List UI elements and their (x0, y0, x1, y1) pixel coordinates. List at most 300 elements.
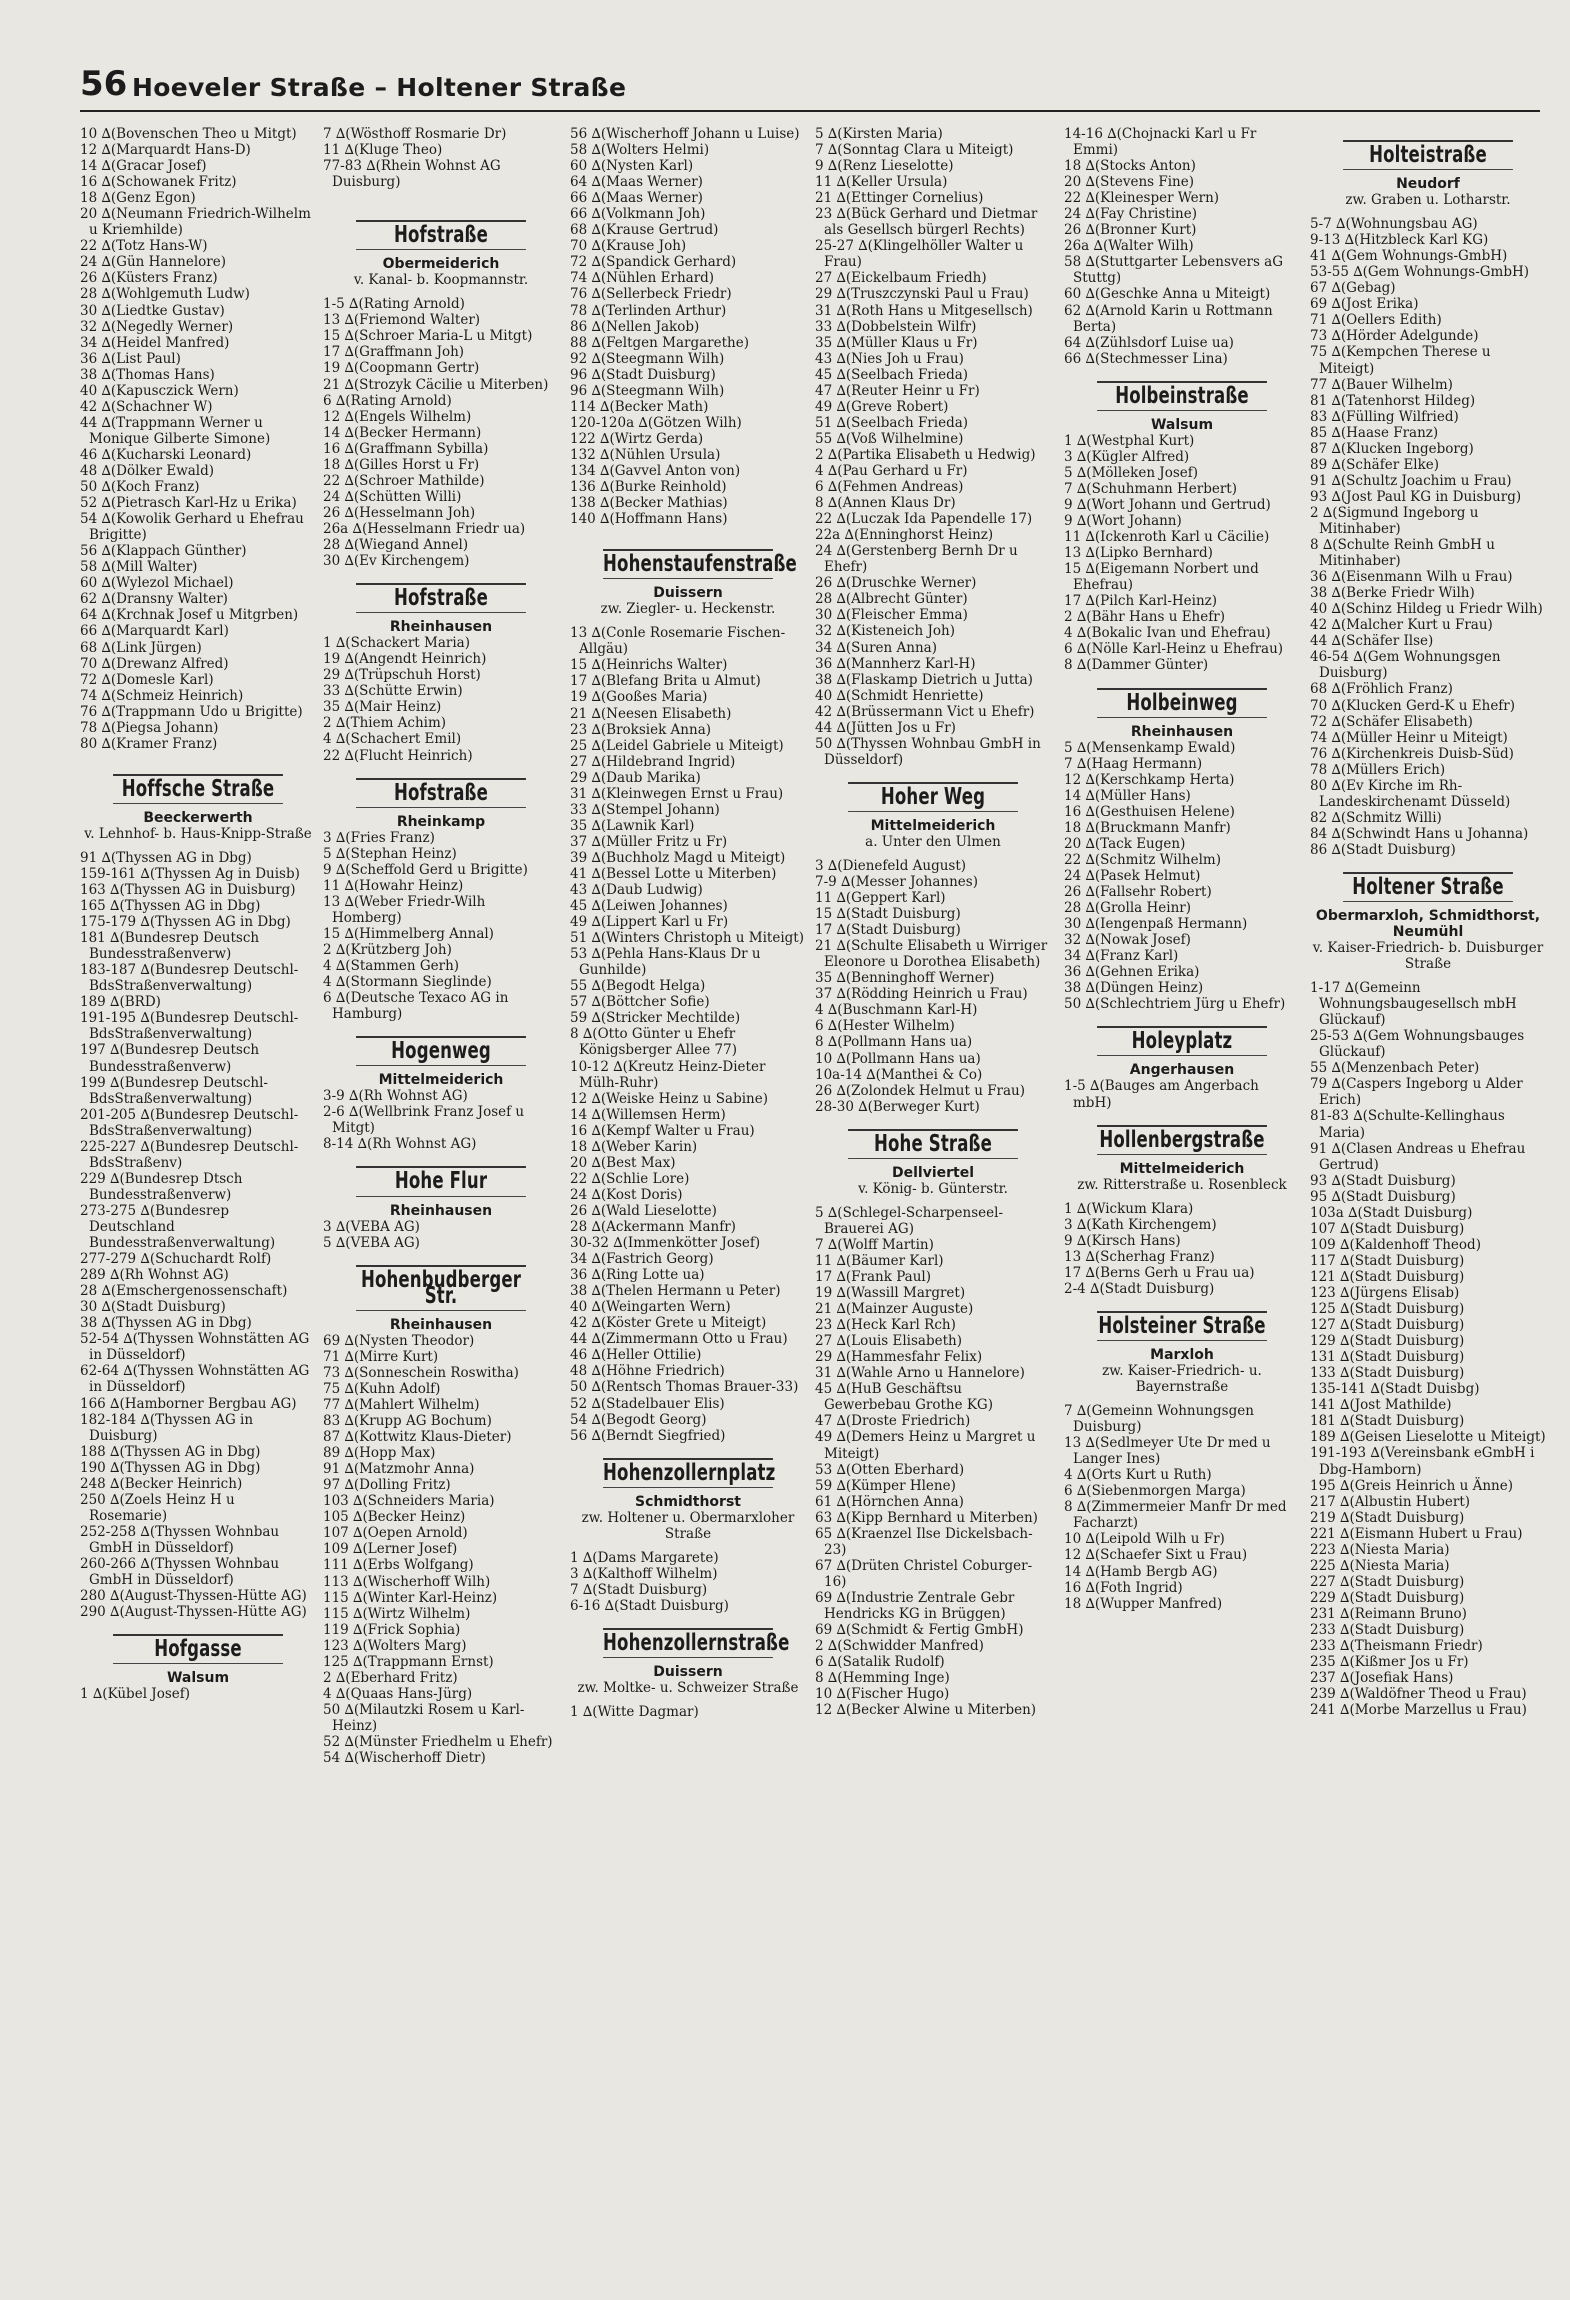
district-name: Walsum (166, 1670, 230, 1687)
street-heading: Hofstraße (356, 583, 526, 613)
address-entry: 10 ∆(Leipold Wilh u Fr) (1064, 1531, 1225, 1548)
address-entry: 35 ∆(Lawnik Karl) (570, 817, 695, 834)
address-entry: 77-83 ∆(Rhein Wohnst AG Duisburg) (323, 158, 501, 191)
address-entry: 51 ∆(Seelbach Frieda) (815, 414, 969, 431)
address-entry: 11 ∆(Kluge Theo) (323, 142, 443, 159)
address-entry: 18 ∆(Weber Karin) (570, 1138, 698, 1155)
address-entry: 10 ∆(Fischer Hugo) (815, 1686, 950, 1703)
address-entry: 92 ∆(Steegmann Wilh) (570, 350, 725, 367)
address-entry: 74 ∆(Schmeiz Heinrich) (80, 687, 244, 704)
address-entry: 66 ∆(Maas Werner) (570, 190, 703, 207)
district-name: Rheinhausen (389, 619, 493, 636)
address-entry: 52 ∆(Münster Friedhelm u Ehefr) (323, 1733, 553, 1750)
address-entry: 64 ∆(Krchnak Josef u Mitgrben) (80, 607, 299, 624)
address-entry: 48 ∆(Höhne Friedrich) (570, 1363, 725, 1380)
address-entry: 7 ∆(Haag Hermann) (1064, 755, 1203, 772)
address-entry: 46 ∆(Kucharski Leonard) (80, 446, 252, 463)
address-entry: 5 ∆(Mölleken Josef) (1064, 464, 1199, 481)
address-entry: 182-184 ∆(Thyssen AG in Duisburg) (80, 1411, 254, 1444)
address-entry: 21 ∆(Neesen Elisabeth) (570, 705, 732, 722)
address-entry: 81-83 ∆(Schulte-Kellinghaus Maria) (1310, 1108, 1505, 1141)
address-entry: 69 ∆(Schmidt & Fertig GmbH) (815, 1622, 1024, 1639)
address-entry: 55 ∆(Voß Wilhelmine) (815, 430, 964, 447)
street-section: zw. Moltke- u. Schweizer Straße (577, 1680, 799, 1697)
address-entry: 16 ∆(Gesthuisen Helene) (1064, 803, 1235, 820)
address-entry: 74 ∆(Nühlen Erhard) (570, 270, 715, 287)
spacer (323, 190, 559, 198)
address-entry: 36 ∆(Mannherz Karl-H) (815, 655, 976, 672)
address-entry: 103a ∆(Stadt Duisburg) (1310, 1204, 1473, 1221)
district-name: Duissern (653, 1663, 723, 1680)
address-entry: 52-54 ∆(Thyssen Wohnstätten AG in Düsseldorf) (80, 1331, 310, 1364)
address-entry: 26 ∆(Bronner Kurt) (1064, 222, 1197, 239)
address-entry: 49 ∆(Greve Robert) (815, 398, 949, 415)
district-name: Duissern (653, 585, 723, 602)
address-entry: 252-258 ∆(Thyssen Wohnbau GmbH in Düsseldorf) (80, 1523, 280, 1556)
address-entry: 103 ∆(Schneiders Maria) (323, 1493, 495, 1510)
address-entry: 290 ∆(August-Thyssen-Hütte AG) (80, 1604, 307, 1621)
address-entry: 231 ∆(Reimann Bruno) (1310, 1605, 1467, 1622)
address-entry: 19 ∆(Coopmann Gertr) (323, 360, 480, 377)
address-entry: 33 ∆(Dobbelstein Wilfr) (815, 318, 977, 335)
address-entry: 80 ∆(Kramer Franz) (80, 735, 218, 752)
address-entry: 42 ∆(Schachner W) (80, 398, 213, 415)
address-entry: 53 ∆(Pehla Hans-Klaus Dr u Gunhilde) (570, 946, 761, 979)
address-entry: 6 ∆(Nölle Karl-Heinz u Ehefrau) (1064, 641, 1284, 658)
street-heading: Hogenweg (356, 1036, 526, 1066)
address-entry: 60 ∆(Geschke Anna u Miteigt) (1064, 286, 1271, 303)
street-section: zw. Kaiser-Friedrich- u. Bayernstraße (1102, 1363, 1262, 1396)
address-entry: 40 ∆(Kapusczick Wern) (80, 382, 239, 399)
address-entry: 16 ∆(Graffmann Sybilla) (323, 440, 489, 457)
street-heading: Holtener Straße (1343, 872, 1513, 902)
address-entry: 237 ∆(Josefiak Hans) (1310, 1670, 1454, 1687)
address-entry: 24 ∆(Gerstenberg Bernh Dr u Ehefr) (815, 543, 1018, 576)
street-heading: Hohenzollernplatz (603, 1458, 773, 1488)
district-name: Marxloh (1150, 1347, 1214, 1363)
address-entry: 13 ∆(Friemond Walter) (323, 312, 481, 329)
address-entry: 43 ∆(Nies Joh u Frau) (815, 350, 964, 367)
address-entry: 25-27 ∆(Klingelhöller Walter u Frau) (815, 238, 1024, 271)
directory-column-3 (570, 126, 806, 1720)
address-entry: 141 ∆(Jost Mathilde) (1310, 1397, 1452, 1414)
address-entry: 235 ∆(Kißmer Jos u Fr) (1310, 1654, 1469, 1671)
address-entry: 29 ∆(Daub Marika) (570, 769, 701, 786)
address-entry: 52 ∆(Pietrasch Karl-Hz u Erika) (80, 495, 297, 512)
address-entry: 24 ∆(Schütten Willi) (323, 488, 462, 505)
address-entry: 2-6 ∆(Wellbrink Franz Josef u Mitgt) (323, 1104, 525, 1137)
address-entry: 93 ∆(Jost Paul KG in Duisburg) (1310, 488, 1522, 505)
address-entry: 77 ∆(Bauer Wilhelm) (1310, 376, 1453, 393)
address-entry: 11 ∆(Bäumer Karl) (815, 1252, 944, 1269)
address-entry: 22 ∆(Flucht Heinrich) (323, 747, 473, 764)
address-entry: 277-279 ∆(Schuchardt Rolf) (80, 1251, 272, 1268)
address-entry: 7 ∆(Wösthoff Rosmarie Dr) (323, 126, 507, 142)
address-entry: 1 ∆(Schackert Maria) (323, 635, 470, 652)
address-entry: 12 ∆(Schaefer Sixt u Frau) (1064, 1547, 1248, 1564)
address-entry: 3 ∆(Kügler Alfred) (1064, 448, 1190, 465)
address-entry: 9 ∆(Renz Lieselotte) (815, 158, 954, 175)
address-entry: 22 ∆(Kleinesper Wern) (1064, 190, 1220, 207)
address-entry: 22a ∆(Enninghorst Heinz) (815, 527, 994, 544)
address-entry: 1 ∆(Witte Dagmar) (570, 1704, 699, 1721)
street-heading: Hohenzollernstraße (603, 1628, 773, 1658)
address-entry: 8-14 ∆(Rh Wohnst AG) (323, 1136, 477, 1153)
address-entry: 8 ∆(Dammer Günter) (1064, 657, 1209, 674)
address-entry: 10 ∆(Bovenschen Theo u Mitgt) (80, 126, 297, 142)
address-entry: 1-17 ∆(Gemeinn Wohnungsbaugesellsch mbH Glückauf) (1310, 980, 1517, 1029)
address-entry: 50 ∆(Thyssen Wohnbau GmbH in Düsseldorf) (815, 735, 1041, 768)
street-section: v. Kaiser-Friedrich- b. Duisburger Straße (1312, 940, 1544, 973)
address-entry: 62 ∆(Arnold Karin u Rottmann Berta) (1064, 302, 1273, 335)
address-entry: 56 ∆(Wischerhoff Johann u Luise) (570, 126, 800, 142)
address-entry: 189 ∆(Geisen Lieselotte u Miteigt) (1310, 1429, 1546, 1446)
street-heading: Hollenbergstraße (1097, 1125, 1267, 1155)
address-entry: 82 ∆(Schmitz Willi) (1310, 809, 1442, 826)
address-entry: 22 ∆(Schroer Mathilde) (323, 472, 485, 489)
address-entry: 44 ∆(Zimmermann Otto u Frau) (570, 1331, 788, 1348)
address-entry: 233 ∆(Stadt Duisburg) (1310, 1621, 1465, 1638)
address-entry: 9 ∆(Kirsch Hans) (1064, 1232, 1181, 1249)
address-entry: 46-54 ∆(Gem Wohnungsgen Duisburg) (1310, 649, 1501, 682)
address-entry: 36 ∆(List Paul) (80, 350, 181, 367)
address-entry: 81 ∆(Tatenhorst Hildeg) (1310, 392, 1476, 409)
address-entry: 67 ∆(Gebag) (1310, 280, 1396, 297)
address-entry: 4 ∆(Stormann Sieglinde) (323, 974, 492, 991)
street-heading: Hofstraße (356, 778, 526, 808)
address-entry: 13 ∆(Weber Friedr-Wilh Homberg) (323, 893, 486, 926)
district-name: Angerhausen (1129, 1062, 1235, 1079)
address-entry: 62 ∆(Dransny Walter) (80, 591, 228, 608)
address-entry: 24 ∆(Kost Doris) (570, 1186, 683, 1203)
address-entry: 28 ∆(Emschergenossenschaft) (80, 1283, 288, 1300)
address-entry: 18 ∆(Genz Egon) (80, 190, 196, 207)
address-entry: 50 ∆(Milautzki Rosem u Karl-Heinz) (323, 1701, 525, 1734)
directory-column-5 (1064, 126, 1300, 1612)
address-entry: 68 ∆(Krause Gertrud) (570, 222, 719, 239)
address-entry: 49 ∆(Lippert Karl u Fr) (570, 914, 729, 931)
address-entry: 195 ∆(Greis Heinrich u Änne) (1310, 1477, 1513, 1494)
address-entry: 115 ∆(Winter Karl-Heinz) (323, 1589, 498, 1606)
address-entry: 26 ∆(Küsters Franz) (80, 270, 218, 287)
address-entry: 27 ∆(Hildebrand Ingrid) (570, 753, 736, 770)
address-entry: 20 ∆(Tack Eugen) (1064, 835, 1186, 852)
address-entry: 53-55 ∆(Gem Wohnungs-GmbH) (1310, 264, 1530, 281)
address-entry: 6 ∆(Siebenmorgen Marga) (1064, 1483, 1246, 1500)
address-entry: 67 ∆(Drüten Christel Coburger-16) (815, 1557, 1033, 1590)
address-entry: 29 ∆(Trüpschuh Horst) (323, 667, 481, 684)
address-entry: 69 ∆(Nysten Theodor) (323, 1332, 475, 1349)
district-name: Obermeiderich (382, 256, 500, 273)
address-entry: 29 ∆(Hammesfahr Felix) (815, 1349, 983, 1366)
address-entry: 30 ∆(Fleischer Emma) (815, 607, 968, 624)
address-entry: 35 ∆(Mair Heinz) (323, 699, 442, 716)
address-entry: 260-266 ∆(Thyssen Wohnbau GmbH in Düsseldorf) (80, 1555, 280, 1589)
address-entry: 138 ∆(Becker Mathias) (570, 495, 728, 512)
street-heading: Hohenbudberger Str. (356, 1265, 526, 1311)
address-entry: 225-227 ∆(Bundesrep Deutschl-BdsStraßenv) (80, 1138, 299, 1171)
address-entry: 14 ∆(Gracar Josef) (80, 158, 207, 175)
address-entry: 15 ∆(Heinrichs Walter) (570, 657, 728, 674)
address-entry: 1-5 ∆(Rating Arnold) (323, 296, 465, 313)
address-entry: 59 ∆(Kümper Hlene) (815, 1477, 956, 1494)
address-entry: 197 ∆(Bundesrep Deutsch Bundesstraßenverw) (80, 1042, 260, 1075)
address-entry: 8 ∆(Hemming Inge) (815, 1670, 950, 1687)
address-entry: 5 ∆(Mensenkamp Ewald) (1064, 739, 1236, 756)
address-entry: 26 ∆(Hesselmann Joh) (323, 504, 476, 521)
address-entry: 85 ∆(Haase Franz) (1310, 424, 1439, 441)
address-entry: 23 ∆(Broksiek Anna) (570, 721, 712, 738)
address-entry: 42 ∆(Brüssermann Vict u Ehefr) (815, 703, 1035, 720)
address-entry: 7 ∆(Wolff Martin) (815, 1236, 934, 1253)
address-entry: 201-205 ∆(Bundesrep Deutschl-BdsStraßenverwaltung) (80, 1106, 299, 1139)
address-entry: 60 ∆(Nysten Karl) (570, 158, 694, 175)
address-entry: 129 ∆(Stadt Duisburg) (1310, 1333, 1465, 1350)
address-entry: 47 ∆(Droste Friedrich) (815, 1413, 971, 1430)
address-entry: 227 ∆(Stadt Duisburg) (1310, 1573, 1465, 1590)
address-entry: 53 ∆(Otten Eberhard) (815, 1461, 965, 1478)
street-section: zw. Holtener u. Obermarxloher Straße (581, 1509, 795, 1542)
address-entry: 18 ∆(Bruckmann Manfr) (1064, 819, 1231, 836)
address-entry: 121 ∆(Stadt Duisburg) (1310, 1268, 1465, 1285)
address-entry: 30 ∆(Liedtke Gustav) (80, 302, 225, 319)
address-entry: 42 ∆(Köster Grete u Miteigt) (570, 1315, 767, 1332)
address-entry: 55 ∆(Menzenbach Peter) (1310, 1060, 1480, 1077)
address-entry: 120-120a ∆(Götzen Wilh) (570, 414, 742, 431)
address-entry: 66 ∆(Volkmann Joh) (570, 206, 706, 223)
address-entry: 71 ∆(Mirre Kurt) (323, 1348, 439, 1365)
address-entry: 80 ∆(Ev Kirche im Rh-Landeskirchenamt Düsseld) (1310, 777, 1511, 810)
street-section: v. Kanal- b. Koopmannstr. (353, 272, 529, 289)
address-entry: 70 ∆(Drewanz Alfred) (80, 655, 229, 672)
address-entry: 109 ∆(Lerner Josef) (323, 1541, 458, 1558)
address-entry: 15 ∆(Eigemann Norbert und Ehefrau) (1064, 561, 1259, 594)
address-entry: 26a ∆(Walter Wilh) (1064, 238, 1194, 255)
page-header (80, 64, 1540, 112)
address-entry: 8 ∆(Otto Günter u Ehefr Königsberger Allee 77) (570, 1026, 737, 1059)
address-entry: 72 ∆(Spandick Gerhard) (570, 254, 737, 271)
address-entry: 50 ∆(Rentsch Thomas Brauer-33) (570, 1379, 799, 1396)
address-entry: 30 ∆(Iengenpaß Hermann) (1064, 916, 1248, 933)
address-entry: 107 ∆(Stadt Duisburg) (1310, 1220, 1465, 1237)
address-entry: 37 ∆(Rödding Heinrich u Frau) (815, 986, 1028, 1003)
street-heading: Holteistraße (1343, 140, 1513, 170)
address-entry: 34 ∆(Franz Karl) (1064, 948, 1179, 965)
district-name: Rheinhausen (1130, 723, 1234, 740)
address-entry: 39 ∆(Buchholz Magd u Miteigt) (570, 849, 786, 866)
address-entry: 91 ∆(Clasen Andreas u Ehefrau Gertrud) (1310, 1140, 1526, 1173)
address-entry: 19 ∆(Angendt Heinrich) (323, 651, 487, 668)
address-entry: 89 ∆(Schäfer Elke) (1310, 456, 1440, 473)
address-entry: 20 ∆(Best Max) (570, 1154, 676, 1171)
address-entry: 23 ∆(Bück Gerhard und Dietmar als Gesellsch bürgerl Rechts) (815, 206, 1038, 239)
address-entry: 96 ∆(Steegmann Wilh) (570, 382, 725, 399)
district-name: Mittelmeiderich (378, 1072, 504, 1089)
address-entry: 21 ∆(Schulte Elisabeth u Wirriger Eleonore u Dorothea Elisabeth) (815, 938, 1048, 971)
address-entry: 56 ∆(Klappach Günther) (80, 543, 247, 560)
address-entry: 221 ∆(Eismann Hubert u Frau) (1310, 1525, 1523, 1542)
address-entry: 225 ∆(Niesta Maria) (1310, 1557, 1450, 1574)
address-entry: 19 ∆(Gooßes Maria) (570, 689, 708, 706)
address-entry: 115 ∆(Wirtz Wilhelm) (323, 1605, 471, 1622)
address-entry: 95 ∆(Stadt Duisburg) (1310, 1188, 1456, 1205)
address-entry: 12 ∆(Engels Wilhelm) (323, 408, 472, 425)
address-entry: 280 ∆(August-Thyssen-Hütte AG) (80, 1588, 307, 1605)
address-entry: 2 ∆(Partika Elisabeth u Hedwig) (815, 446, 1036, 463)
address-entry: 15 ∆(Schroer Maria-L u Mitgt) (323, 328, 533, 345)
address-entry: 38 ∆(Thomas Hans) (80, 366, 215, 383)
address-entry: 191-193 ∆(Vereinsbank eGmbH i Dbg-Hamborn) (1310, 1445, 1535, 1478)
address-entry: 38 ∆(Flaskamp Dietrich u Jutta) (815, 671, 1033, 688)
street-heading: Hohe Straße (848, 1129, 1018, 1159)
address-entry: 34 ∆(Heidel Manfred) (80, 334, 230, 351)
address-entry: 6 ∆(Fehmen Andreas) (815, 479, 964, 496)
street-section: zw. Graben u. Lotharstr. (1345, 192, 1511, 209)
address-entry: 44 ∆(Jütten Jos u Fr) (815, 719, 956, 736)
address-entry: 3 ∆(VEBA AG) (323, 1218, 420, 1235)
district-name: Dellviertel (891, 1164, 975, 1181)
address-entry: 61 ∆(Hörnchen Anna) (815, 1493, 964, 1510)
spacer (323, 198, 559, 206)
address-entry: 1 ∆(Dams Margarete) (570, 1549, 719, 1566)
address-entry: 34 ∆(Fastrich Georg) (570, 1251, 714, 1268)
address-entry: 73 ∆(Sonneschein Roswitha) (323, 1364, 519, 1381)
address-entry: 20 ∆(Neumann Friedrich-Wilhelm u Kriemhilde) (80, 206, 311, 239)
address-entry: 68 ∆(Fröhlich Franz) (1310, 681, 1453, 698)
address-entry: 175-179 ∆(Thyssen AG in Dbg) (80, 914, 291, 931)
address-entry: 2 ∆(Bähr Hans u Ehefr) (1064, 609, 1225, 626)
address-entry: 40 ∆(Weingarten Wern) (570, 1299, 731, 1316)
address-entry: 109 ∆(Kaldenhoff Theod) (1310, 1236, 1481, 1253)
address-entry: 74 ∆(Müller Heinr u Miteigt) (1310, 729, 1508, 746)
address-entry: 33 ∆(Stempel Johann) (570, 801, 720, 818)
street-section: zw. Ziegler- u. Heckenstr. (600, 601, 776, 618)
street-section: v. Lehnhof- b. Haus-Knipp-Straße (84, 825, 312, 842)
address-entry: 16 ∆(Kempf Walter u Frau) (570, 1122, 755, 1139)
address-entry: 91 ∆(Schultz Joachim u Frau) (1310, 472, 1512, 489)
address-entry: 72 ∆(Domesle Karl) (80, 671, 214, 688)
district-name: Obermarxloh, Schmidthorst, Neumühl (1315, 908, 1541, 941)
address-entry: 38 ∆(Thyssen AG in Dbg) (80, 1315, 252, 1332)
address-entry: 22 ∆(Schlie Lore) (570, 1170, 690, 1187)
district-name: Schmidthorst (635, 1493, 741, 1510)
address-entry: 60 ∆(Wylezol Michael) (80, 575, 234, 592)
district-name: Rheinkamp (396, 813, 486, 830)
address-entry: 6 ∆(Hester Wilhelm) (815, 1018, 955, 1035)
address-entry: 78 ∆(Terlinden Arthur) (570, 302, 727, 319)
district-name: Walsum (1150, 416, 1214, 433)
address-entry: 13 ∆(Conle Rosemarie Fischen-Allgäu) (570, 625, 786, 658)
district-name: Rheinhausen (389, 1316, 493, 1333)
address-entry: 45 ∆(Leiwen Johannes) (570, 898, 728, 915)
address-entry: 217 ∆(Albustin Hubert) (1310, 1493, 1471, 1510)
address-entry: 13 ∆(Sedlmeyer Ute Dr med u Langer Ines) (1064, 1435, 1271, 1468)
address-entry: 24 ∆(Fay Christine) (1064, 206, 1197, 223)
address-entry: 127 ∆(Stadt Duisburg) (1310, 1317, 1465, 1334)
address-entry: 125 ∆(Stadt Duisburg) (1310, 1301, 1465, 1318)
address-entry: 17 ∆(Stadt Duisburg) (815, 922, 961, 939)
address-entry: 2 ∆(Sigmund Ingeborg u Mitinhaber) (1310, 504, 1479, 537)
address-entry: 38 ∆(Thelen Hermann u Peter) (570, 1283, 781, 1300)
address-entry: 29 ∆(Truszczynski Paul u Frau) (815, 286, 1029, 303)
address-entry: 17 ∆(Graffmann Joh) (323, 344, 465, 361)
address-entry: 229 ∆(Bundesrep Dtsch Bundesstraßenverw) (80, 1170, 243, 1203)
address-entry: 181 ∆(Stadt Duisburg) (1310, 1413, 1465, 1430)
address-entry: 77 ∆(Mahlert Wilhelm) (323, 1397, 480, 1413)
address-entry: 50 ∆(Koch Franz) (80, 479, 200, 496)
address-entry: 37 ∆(Müller Fritz u Fr) (570, 833, 728, 850)
address-entry: 14 ∆(Becker Hermann) (323, 424, 482, 441)
address-entry: 40 ∆(Schinz Hildeg u Friedr Wilh) (1310, 601, 1543, 618)
address-entry: 3 ∆(Kath Kirchengem) (1064, 1216, 1217, 1233)
address-entry: 69 ∆(Jost Erika) (1310, 296, 1419, 313)
address-entry: 41 ∆(Bessel Lotte u Miterben) (570, 865, 777, 882)
address-entry: 64 ∆(Maas Werner) (570, 174, 703, 191)
address-entry: 1 ∆(Wickum Klara) (1064, 1200, 1194, 1217)
address-entry: 84 ∆(Schwindt Hans u Johanna) (1310, 825, 1529, 842)
address-entry: 79 ∆(Caspers Ingeborg u Alder Erich) (1310, 1076, 1523, 1109)
street-heading: Hofstraße (356, 220, 526, 250)
address-entry: 248 ∆(Becker Heinrich) (80, 1475, 243, 1492)
address-entry: 32 ∆(Kisteneich Joh) (815, 623, 955, 640)
address-entry: 35 ∆(Benninghoff Werner) (815, 970, 995, 987)
address-entry: 26 ∆(Druschke Werner) (815, 575, 977, 592)
directory-column-6 (1310, 126, 1546, 1718)
address-entry: 5 ∆(Schlegel-Scharpenseel-Brauerei AG) (815, 1204, 1004, 1237)
address-entry: 55 ∆(Begodt Helga) (570, 978, 706, 995)
address-entry: 35 ∆(Müller Klaus u Fr) (815, 334, 978, 351)
address-entry: 229 ∆(Stadt Duisburg) (1310, 1589, 1465, 1606)
address-entry: 7 ∆(Gemeinn Wohnungsgen Duisburg) (1064, 1403, 1254, 1436)
address-entry: 56 ∆(Berndt Siegfried) (570, 1427, 726, 1444)
address-entry: 241 ∆(Morbe Marzellus u Frau) (1310, 1702, 1527, 1719)
address-entry: 13 ∆(Scherhag Franz) (1064, 1248, 1215, 1265)
address-entry: 1 ∆(Westphal Kurt) (1064, 432, 1195, 449)
address-entry: 26 ∆(Fallsehr Robert) (1064, 884, 1212, 901)
address-entry: 36 ∆(Gehnen Erika) (1064, 964, 1200, 981)
address-entry: 58 ∆(Wolters Helmi) (570, 142, 710, 159)
address-entry: 75 ∆(Kempchen Therese u Miteigt) (1310, 344, 1491, 377)
street-heading: Hohenstaufenstraße (603, 549, 773, 579)
address-entry: 10a-14 ∆(Manthei & Co) (815, 1066, 983, 1083)
street-heading: Hofgasse (113, 1634, 283, 1664)
address-entry: 23 ∆(Heck Karl Rch) (815, 1317, 956, 1334)
address-entry: 199 ∆(Bundesrep Deutschl-BdsStraßenverwaltung) (80, 1074, 268, 1107)
address-entry: 66 ∆(Marquardt Karl) (80, 623, 229, 640)
address-entry: 2 ∆(Eberhard Fritz) (323, 1669, 458, 1686)
address-entry: 2 ∆(Krützberg Joh) (323, 941, 452, 958)
address-entry: 113 ∆(Wischerhoff Wilh) (323, 1573, 491, 1590)
address-entry: 43 ∆(Daub Ludwig) (570, 882, 703, 899)
address-entry: 21 ∆(Strozyk Cäcilie u Miterben) (323, 376, 549, 393)
address-entry: 76 ∆(Kirchenkreis Duisb-Süd) (1310, 745, 1514, 762)
street-section: zw. Ritterstraße u. Rosenbleck (1077, 1176, 1287, 1193)
street-heading: Holeyplatz (1097, 1026, 1267, 1056)
address-entry: 31 ∆(Kleinwegen Ernst u Frau) (570, 785, 784, 802)
address-entry: 134 ∆(Gavvel Anton von) (570, 462, 741, 479)
address-entry: 75 ∆(Kuhn Adolf) (323, 1380, 441, 1397)
address-entry: 273-275 ∆(Bundesrep Deutschland Bundesstraßenverwaltung) (80, 1202, 276, 1252)
address-entry: 7 ∆(Stadt Duisburg) (570, 1581, 708, 1598)
address-entry: 72 ∆(Schäfer Elisabeth) (1310, 713, 1473, 730)
address-entry: 3 ∆(Kalthoff Wilhelm) (570, 1565, 718, 1582)
address-entry: 5 ∆(Kirsten Maria) (815, 126, 943, 142)
address-entry: 15 ∆(Stadt Duisburg) (815, 906, 961, 923)
address-entry: 44 ∆(Trappmann Werner u Monique Gilberte Simone) (80, 414, 271, 447)
address-entry: 58 ∆(Stuttgarter Lebensvers aG Stuttg) (1064, 254, 1284, 287)
address-entry: 27 ∆(Eickelbaum Friedh) (815, 270, 987, 287)
address-entry: 32 ∆(Negedly Werner) (80, 318, 234, 335)
